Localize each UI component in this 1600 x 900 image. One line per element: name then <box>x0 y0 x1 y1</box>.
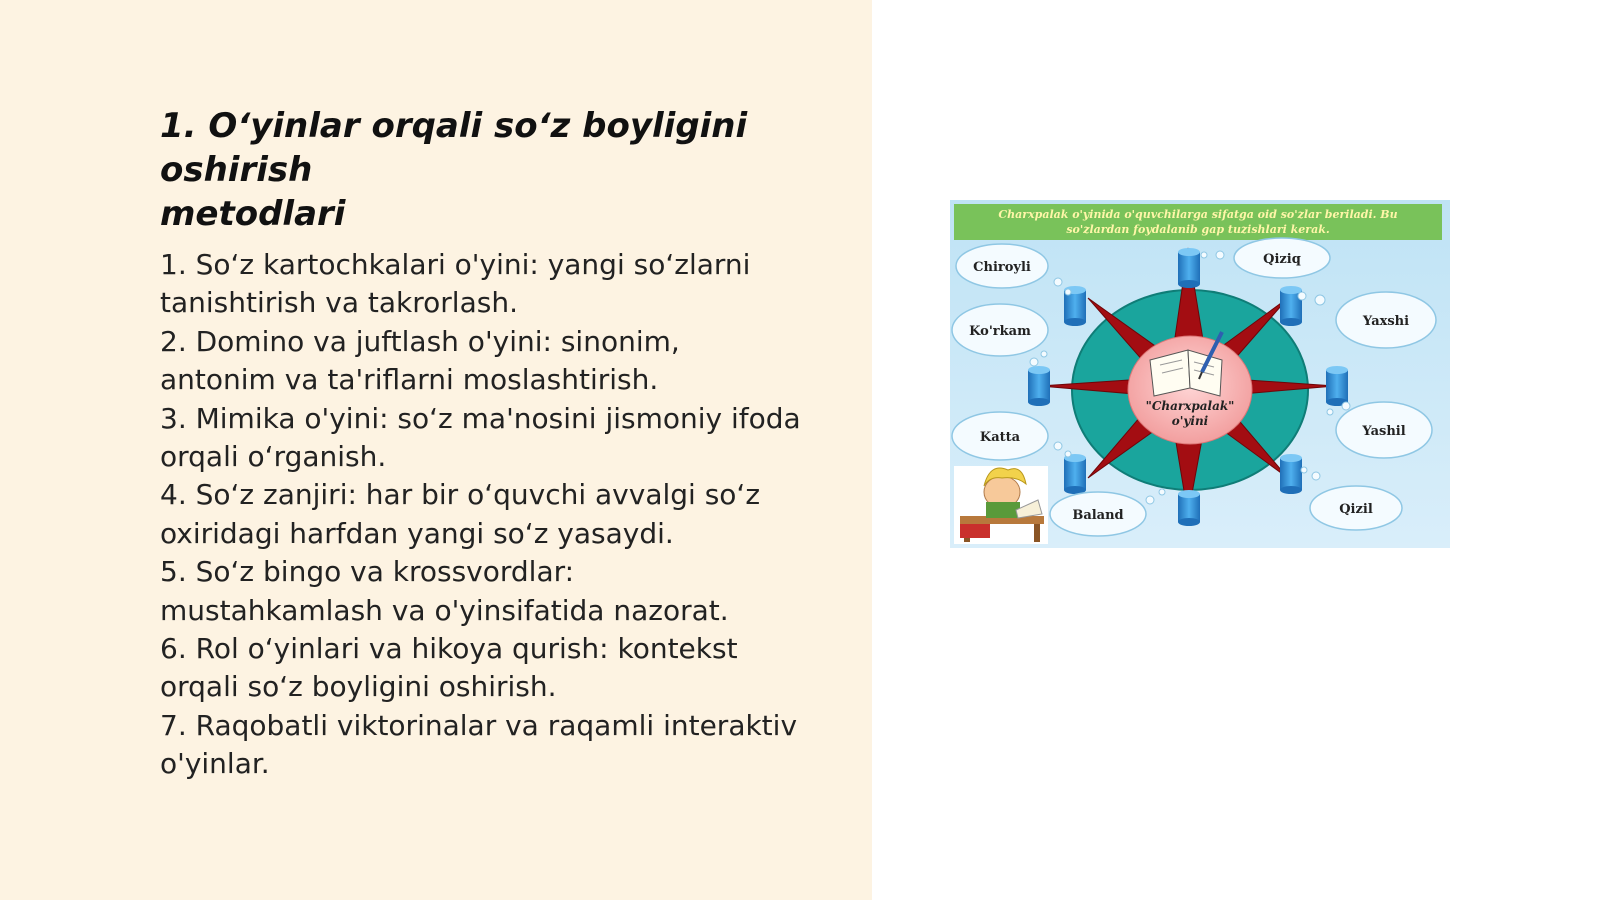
student-cartoon-icon <box>954 466 1048 544</box>
method-list-line: orqali so‘z boyligini oshirish. <box>160 670 557 704</box>
center-title-line-1: "Charxpalak" <box>1145 399 1235 413</box>
banner-text-line-1: Charxpalak o'yinida o'quvchilarga sifatga oid so'zlar beriladi. Bu <box>998 208 1398 221</box>
word-yaxshi: Yaxshi <box>1362 314 1410 329</box>
charxpalak-diagram <box>950 200 1450 548</box>
banner-text-line-2: so'zlardan foydalanib gap tuzishlari kerak. <box>1066 223 1330 236</box>
word-cloud-korkam <box>952 304 1048 356</box>
word-baland: Baland <box>1072 508 1124 523</box>
word-yashil: Yashil <box>1362 424 1406 439</box>
center-title-line-2: o'yini <box>1171 414 1209 428</box>
word-cloud-qiziq <box>1234 238 1330 278</box>
method-list-line: 4. So‘z zanjiri: har bir o‘quvchi avvalgi so‘z <box>160 478 761 512</box>
method-list-line: 3. Mimika o'yini: so‘z ma'nosini jismoniy ifoda <box>160 401 801 435</box>
word-cloud-yashil <box>1336 402 1432 458</box>
method-list-line: oxiridagi harfdan yangi so‘z yasaydi. <box>160 516 674 550</box>
slide-title-line-2: metodlari <box>160 194 346 234</box>
word-qizil: Qizil <box>1339 502 1373 517</box>
word-cloud-chiroyli <box>956 244 1048 288</box>
cylinder-icon <box>1064 454 1086 494</box>
cylinder-icon <box>1178 248 1200 288</box>
method-list-line: 6. Rol o‘yinlari va hikoya qurish: kontekst <box>160 632 738 666</box>
cylinder-icon <box>1178 490 1200 526</box>
method-list-line: 5. So‘z bingo va krossvordlar: <box>160 555 575 589</box>
method-list-line: mustahkamlash va o'yinsifatida nazorat. <box>160 593 729 627</box>
word-chiroyli: Chiroyli <box>973 260 1031 275</box>
cylinder-icon <box>1326 366 1348 406</box>
slide-title <box>160 104 860 236</box>
cylinder-icon <box>1280 286 1302 326</box>
word-cloud-qizil <box>1310 486 1402 530</box>
method-list-line: orqali o‘rganish. <box>160 440 387 474</box>
word-katta: Katta <box>979 430 1021 445</box>
method-list-line: 7. Raqobatli viktorinalar va raqamli interaktiv <box>160 708 798 742</box>
method-list-line: tanishtirish va takrorlash. <box>160 286 518 320</box>
word-cloud-katta <box>952 412 1048 460</box>
word-qiziq: Qiziq <box>1263 252 1301 267</box>
slide-title-line-1: 1. O‘yinlar orqali so‘z boyligini oshirish <box>160 106 748 190</box>
method-list-line: antonim va ta'riflarni moslashtirish. <box>160 363 659 397</box>
method-list-line: 2. Domino va juftlash o'yini: sinonim, <box>160 324 680 358</box>
method-list-line: o'yinlar. <box>160 747 270 781</box>
word-cloud-baland <box>1050 492 1146 536</box>
cylinder-icon <box>1028 366 1050 406</box>
method-list <box>160 246 850 784</box>
word-korkam: Ko'rkam <box>969 324 1031 339</box>
charxpalak-game-image <box>950 200 1450 548</box>
word-cloud-yaxshi <box>1336 292 1436 348</box>
method-list-line: 1. So‘z kartochkalari o'yini: yangi so‘zlarni <box>160 248 751 281</box>
cylinder-icon <box>1280 454 1302 494</box>
